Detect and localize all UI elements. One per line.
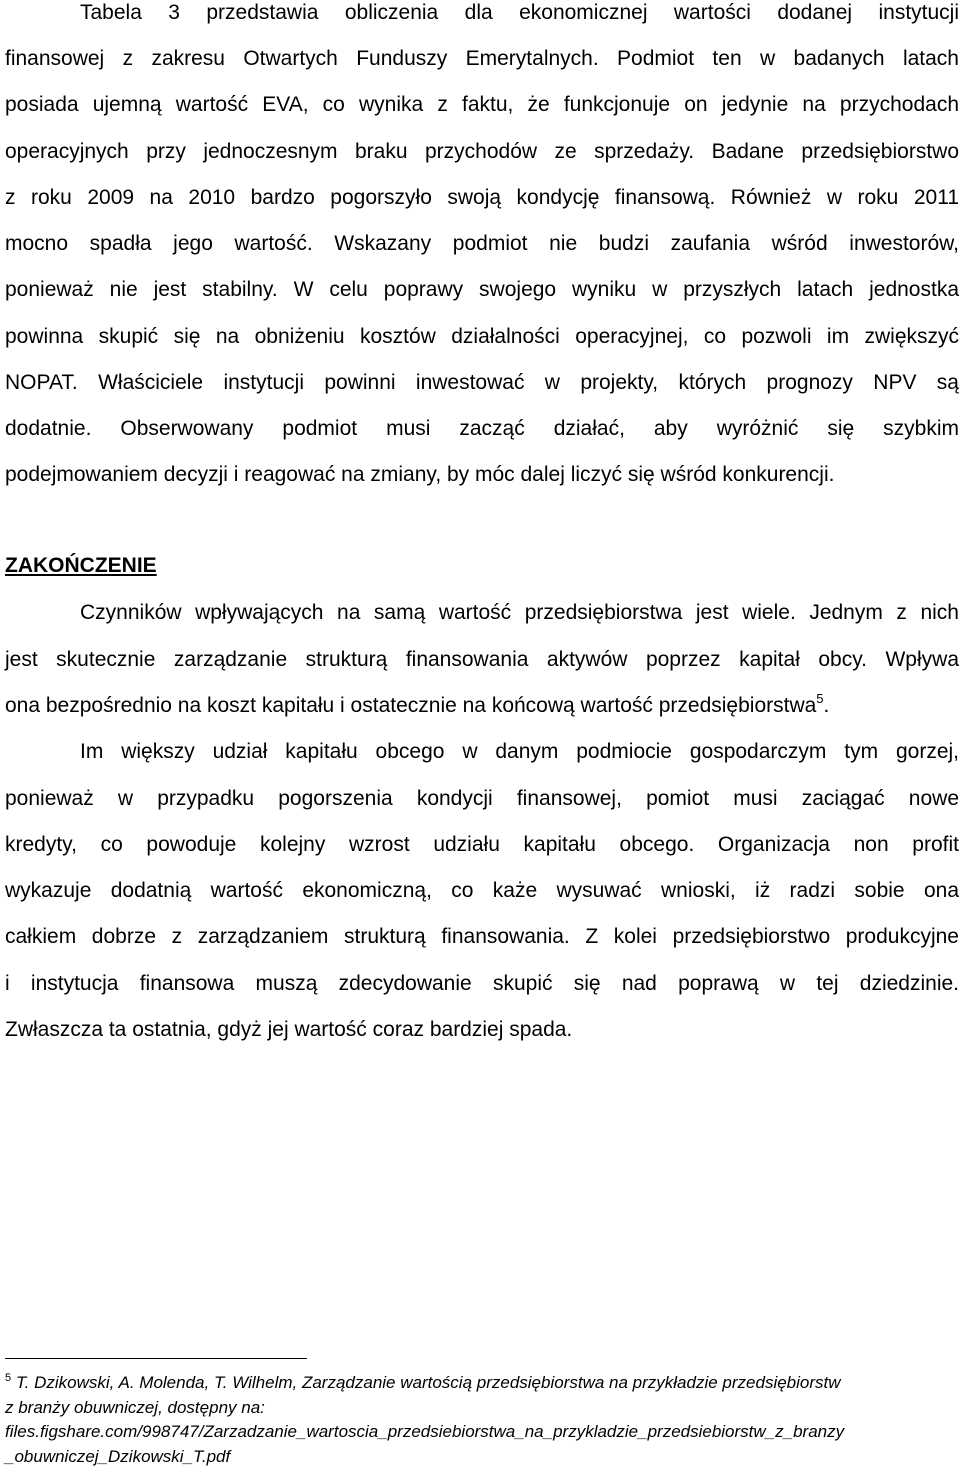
- footnote-line: [5, 1372, 959, 1394]
- footnote-separator: [5, 1358, 307, 1359]
- paragraph-1-line: finansowej z zakresu Otwartych Funduszy Emerytalnych. Podmiot ten w badanych latach: [5, 47, 959, 70]
- footnote-link[interactable]: files.figshare.com/998747/Zarzadzanie_wartoscia_przedsiebiorstwa_na_przykladzie_przedsiebiorstw_z_branzy: [5, 1422, 845, 1441]
- footnote-line: z branży obuwniczej, dostępny na:: [5, 1398, 265, 1417]
- paragraph-3-line: kredyty, co powoduje kolejny wzrost udziału kapitału obcego. Organizacja non profit: [5, 833, 959, 856]
- paragraph-1-line: posiada ujemną wartość EVA, co wynika z faktu, że funkcjonuje on jedynie na przychodach: [5, 93, 959, 116]
- paragraph-1-line: mocno spadła jego wartość. Wskazany podmiot nie budzi zaufania wśród inwestorów,: [5, 232, 959, 255]
- paragraph-1-line: z roku 2009 na 2010 bardzo pogorszyło swoją kondycję finansową. Również w roku 2011: [5, 186, 959, 209]
- footnote-number: 5: [5, 1372, 12, 1384]
- paragraph-1-line: NOPAT. Właściciele instytucji powinni inwestować w projekty, których prognozy NPV są: [5, 371, 959, 394]
- paragraph-3-line: Zwłaszcza ta ostatnia, gdyż jej wartość coraz bardziej spada.: [5, 1018, 573, 1041]
- paragraph-1-line: dodatnie. Obserwowany podmiot musi zacząć działać, aby wyróżnić się szybkim: [5, 417, 959, 440]
- paragraph-2-line: Czynników wpływających na samą wartość przedsiębiorstwa jest wiele. Jednym z nich: [80, 601, 959, 624]
- paragraph-3-line: i instytucja finansowa muszą zdecydowanie skupić się nad poprawą w tej dziedzinie.: [5, 972, 959, 995]
- paragraph-3-line: ponieważ w przypadku pogorszenia kondycji finansowej, pomiot musi zaciągać nowe: [5, 787, 959, 810]
- paragraph-1-line: ponieważ nie jest stabilny. W celu poprawy swojego wyniku w przyszłych latach jednostka: [5, 278, 959, 301]
- paragraph-3-line: wykazuje dodatnią wartość ekonomiczną, co każe wysuwać wnioski, iż radzi sobie ona: [5, 879, 959, 902]
- footnote-link[interactable]: _obuwniczej_Dzikowski_T.pdf: [5, 1447, 231, 1466]
- paragraph-1-line: Tabela 3 przedstawia obliczenia dla ekonomicznej wartości dodanej instytucji: [80, 1, 959, 24]
- paragraph-2-period: .: [823, 694, 830, 717]
- section-heading: ZAKOŃCZENIE: [5, 554, 157, 577]
- paragraph-1-line: operacyjnych przy jednoczesnym braku przychodów ze sprzedaży. Badane przedsiębiorstwo: [5, 140, 959, 163]
- footnote-reference[interactable]: 5: [816, 691, 824, 706]
- paragraph-3-line: Im większy udział kapitału obcego w danym podmiocie gospodarczym tym gorzej,: [80, 740, 959, 763]
- paragraph-2-line: jest skutecznie zarządzanie strukturą finansowania aktywów poprzez kapitał obcy. Wpływa: [5, 648, 959, 671]
- paragraph-3-line: całkiem dobrze z zarządzaniem strukturą finansowania. Z kolei przedsiębiorstwo produkcyjne: [5, 925, 959, 948]
- paragraph-2-last-text: ona bezpośrednio na koszt kapitału i ostatecznie na końcową wartość przedsiębiorstwa: [5, 694, 817, 717]
- paragraph-1-line: powinna skupić się na obniżeniu kosztów działalności operacyjnej, co pozwoli im zwiększyć: [5, 325, 959, 348]
- paragraph-1-line: podejmowaniem decyzji i reagować na zmiany, by móc dalej liczyć się wśród konkurencji.: [5, 463, 835, 486]
- footnote-text: T. Dzikowski, A. Molenda, T. Wilhelm, Zarządzanie wartością przedsiębiorstwa na przykładzie przedsiębiorstw: [11, 1373, 841, 1392]
- paragraph-2-line: [5, 693, 959, 719]
